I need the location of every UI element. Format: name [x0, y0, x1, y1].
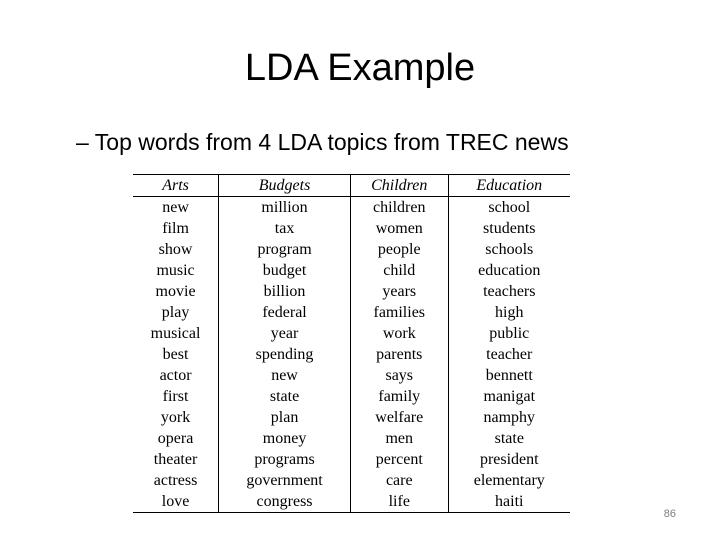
table-cell: film	[162, 220, 189, 237]
table-cell: tax	[219, 218, 351, 239]
table-cell: bennett	[448, 365, 570, 386]
table-cell: schools	[448, 239, 570, 260]
column-header-education: Education	[448, 175, 570, 197]
table-cell: public	[448, 323, 570, 344]
table-cell: welfare	[350, 407, 448, 428]
bullet-point	[76, 126, 569, 158]
table-row	[133, 323, 570, 344]
table-cell: plan	[219, 407, 351, 428]
table-cell: best	[162, 346, 189, 363]
bullet-text: Top words from 4 LDA topics from TREC news	[94, 129, 569, 155]
table-cell: programs	[219, 449, 351, 470]
table-cell: billion	[219, 281, 351, 302]
table-cell: life	[350, 491, 448, 513]
table-row	[133, 344, 570, 365]
table-cell: school	[448, 197, 570, 219]
page-number: 86	[663, 508, 676, 520]
table-header-row	[133, 175, 570, 197]
table-cell: elementary	[448, 470, 570, 491]
table-cell: percent	[350, 449, 448, 470]
table-row	[133, 386, 570, 407]
lda-topics-table	[133, 174, 570, 513]
table-cell: says	[350, 365, 448, 386]
table-cell: opera	[157, 430, 194, 447]
table-cell: theater	[153, 451, 198, 468]
table-cell: children	[350, 197, 448, 219]
table-cell: new	[219, 365, 351, 386]
column-header-budgets: Budgets	[219, 175, 351, 197]
table-cell: high	[448, 302, 570, 323]
table-row	[133, 281, 570, 302]
table-cell: actress	[153, 472, 198, 489]
table-cell: president	[448, 449, 570, 470]
table-cell: students	[448, 218, 570, 239]
table-cell: family	[350, 386, 448, 407]
table-cell: families	[350, 302, 448, 323]
table-cell: haiti	[448, 491, 570, 513]
table-cell: year	[219, 323, 351, 344]
slide-title: LDA Example	[244, 47, 476, 89]
table-cell: budget	[219, 260, 351, 281]
table-cell: movie	[155, 283, 196, 300]
table-cell: years	[350, 281, 448, 302]
column-header-children: Children	[350, 175, 448, 197]
table-cell: work	[350, 323, 448, 344]
table-row	[133, 197, 570, 219]
table-cell: spending	[219, 344, 351, 365]
table-cell: manigat	[448, 386, 570, 407]
table-cell: women	[350, 218, 448, 239]
table-cell: money	[219, 428, 351, 449]
table-cell: program	[219, 239, 351, 260]
table-cell: education	[448, 260, 570, 281]
table-row	[133, 302, 570, 323]
table-cell: love	[161, 493, 190, 510]
table-row	[133, 470, 570, 491]
table-cell: federal	[219, 302, 351, 323]
table-row	[133, 491, 570, 513]
table-cell: parents	[350, 344, 448, 365]
table-cell: million	[219, 197, 351, 219]
table-row	[133, 449, 570, 470]
table-cell: play	[161, 304, 190, 321]
table-row	[133, 239, 570, 260]
table-cell: teacher	[448, 344, 570, 365]
table-body	[133, 197, 570, 513]
table-cell: people	[350, 239, 448, 260]
table-row	[133, 428, 570, 449]
column-header-arts: Arts	[133, 175, 219, 197]
table-cell: musical	[150, 325, 201, 342]
table-row	[133, 407, 570, 428]
bullet-dash: –	[76, 129, 89, 155]
table-row	[133, 260, 570, 281]
table-cell: government	[219, 470, 351, 491]
table-cell: care	[350, 470, 448, 491]
table-cell: child	[350, 260, 448, 281]
table-cell: york	[160, 409, 191, 426]
table-cell: new	[162, 199, 189, 216]
table-cell: actor	[159, 367, 192, 384]
table-cell: state	[219, 386, 351, 407]
table-cell: men	[350, 428, 448, 449]
table-cell: teachers	[448, 281, 570, 302]
table-cell: show	[158, 241, 193, 258]
table-row	[133, 365, 570, 386]
table-cell: music	[156, 262, 195, 279]
table-cell: first	[162, 388, 189, 405]
table-cell: state	[448, 428, 570, 449]
table-row	[133, 218, 570, 239]
table-cell: namphy	[448, 407, 570, 428]
table-cell: congress	[219, 491, 351, 513]
